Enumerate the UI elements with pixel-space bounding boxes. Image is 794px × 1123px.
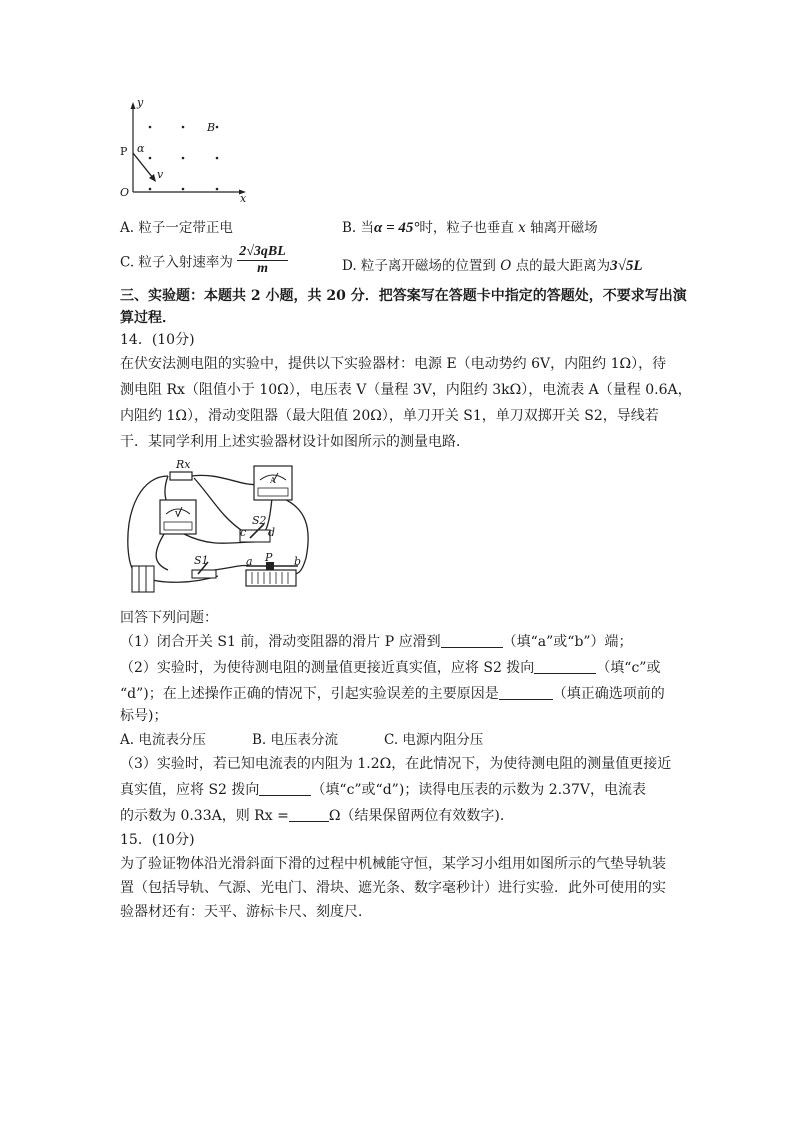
option-d-pre: D. 粒子离开磁场的位置到 — [342, 258, 496, 274]
q15-paragraph-3: 验器材还有：天平、游标卡尺、刻度尺． — [120, 904, 372, 920]
circuit-s1-label: S1 — [194, 554, 209, 567]
q14-paragraph-4: 干．某同学利用上述实验器材设计如图所示的测量电路． — [120, 434, 470, 450]
circuit-ammeter-label: A — [270, 476, 276, 485]
sub3-answer-blank-1[interactable] — [259, 781, 311, 796]
field-diagram — [120, 96, 260, 210]
option-b-end: 轴离开磁场 — [530, 220, 598, 236]
sub-question-2-line1 — [120, 658, 660, 678]
option-b-math: α = 45° — [374, 220, 420, 236]
sub2-post: （填“c”或 — [596, 660, 661, 676]
circuit-rx-label: Rx — [176, 458, 191, 471]
circuit-c-label: c — [240, 526, 247, 539]
sub-question-2-line2 — [120, 684, 665, 704]
sub2-answer-blank-2[interactable] — [499, 685, 553, 700]
sub-question-2-line3: 标号)； — [120, 708, 168, 724]
sub2-pre: （2）实验时，为使待测电阻的测量值更接近真实值，应将 S2 拨向 — [120, 660, 535, 676]
circuit-voltmeter-label: V — [175, 510, 181, 519]
q15-header: 15．(10分) — [120, 832, 195, 848]
error-option-c: C. 电源内阻分压 — [384, 732, 484, 748]
option-b — [342, 216, 598, 237]
circuit-diagram — [122, 458, 322, 598]
q15-paragraph-2: 置（包括导轨、气源、光电门、滑块、遮光条、数字毫秒计）进行实验．此外可使用的实 — [120, 880, 666, 896]
option-c-fraction — [237, 244, 288, 277]
q14-paragraph-3: 内阻约 1Ω），滑动变阻器（最大阻值 20Ω），单刀开关 S1，单刀双掷开关 S2，导线若 — [120, 408, 659, 424]
x-axis-label: x — [240, 192, 247, 205]
option-c-pre: C. 粒子入射速率为 — [120, 254, 233, 271]
option-b-post: 时，粒子也垂直 — [419, 220, 514, 236]
sub1-pre: （1）闭合开关 S1 前，滑动变阻器的滑片 P 应滑到 — [120, 634, 441, 650]
sub3-l3-pre: 的示数为 0.33A，则 Rx = — [120, 808, 289, 824]
field-diagram-svg — [120, 100, 260, 210]
option-a-text: A. 粒子一定带正电 — [120, 220, 233, 236]
sub-question-3-line3 — [120, 806, 514, 826]
option-d-post: 点的最大距离为 — [515, 258, 611, 274]
circuit-b-label: b — [294, 555, 302, 568]
option-d-o: O — [500, 258, 512, 274]
error-options — [120, 730, 483, 750]
q14-paragraph-1: 在伏安法测电阻的实验中，提供以下实验器材：电源 E（电动势约 6V，内阻约 1Ω），待 — [120, 356, 667, 372]
option-d-math: 3√5L — [610, 258, 643, 274]
q15-paragraph-1: 为了验证物体沿光滑斜面下滑的过程中机械能守恒，某学习小组用如图所示的气垫导轨装 — [120, 856, 666, 872]
point-p-label: P — [120, 145, 128, 158]
option-c-numerator: 2√3qBL — [239, 244, 286, 259]
sub-question-3-line2 — [120, 780, 646, 800]
alpha-label: α — [137, 142, 145, 155]
sub3-l2-post: （填“c”或“d”)；读得电压表的示数为 2.37V，电流表 — [311, 782, 647, 798]
sub3-answer-blank-2[interactable] — [289, 807, 329, 822]
option-b-axis: x — [518, 220, 526, 236]
velocity-label: v — [157, 168, 164, 181]
sub2-l2-post: （填正确选项前的 — [552, 686, 665, 702]
sub1-answer-blank[interactable] — [441, 633, 503, 648]
error-option-b: B. 电压表分流 — [252, 732, 339, 748]
answer-intro: 回答下列问题： — [120, 610, 218, 626]
error-option-a: A. 电流表分压 — [120, 732, 206, 748]
option-c-denominator: m — [257, 261, 268, 276]
sub-question-3-line1: （3）实验时，若已知电流表的内阻为 1.2Ω，在此情况下，为使待测电阻的测量值更接近 — [120, 756, 672, 772]
sub2-l2-pre: “d”)；在上述操作正确的情况下，引起实验误差的主要原因是 — [120, 686, 499, 702]
point-b-label: B — [207, 121, 216, 134]
sub3-l2-pre: 真实值，应将 S2 拨向 — [120, 782, 260, 798]
option-b-pre: B. 当 — [342, 220, 375, 236]
sub1-post: （填“a”或“b”）端； — [502, 634, 633, 650]
y-axis-label: y — [137, 96, 144, 109]
circuit-d-label: d — [268, 526, 276, 539]
q14-paragraph-2: 测电阻 Rx（阻值小于 10Ω），电压表 V（量程 3V，内阻约 3kΩ），电流表 A（量程 0.6A， — [120, 382, 692, 398]
sub-question-1 — [120, 632, 633, 652]
section3-heading-line2: 算过程． — [120, 310, 176, 326]
origin-label: O — [120, 186, 130, 199]
circuit-p-label: P — [265, 551, 273, 564]
option-a — [120, 216, 233, 236]
circuit-s2-label: S2 — [252, 514, 267, 527]
section3-heading-line1: 三、实验题：本题共 2 小题，共 20 分．把答案写在答题卡中指定的答题处，不要求写出演 — [120, 288, 687, 304]
circuit-svg — [122, 458, 322, 598]
circuit-a-label: a — [246, 555, 253, 568]
option-d — [342, 254, 643, 275]
option-c — [120, 244, 288, 284]
q14-header: 14．(10分) — [120, 332, 195, 348]
sub2-answer-blank-1[interactable] — [534, 659, 596, 674]
sub3-l3-post: Ω（结果保留两位有效数字)． — [328, 808, 514, 824]
